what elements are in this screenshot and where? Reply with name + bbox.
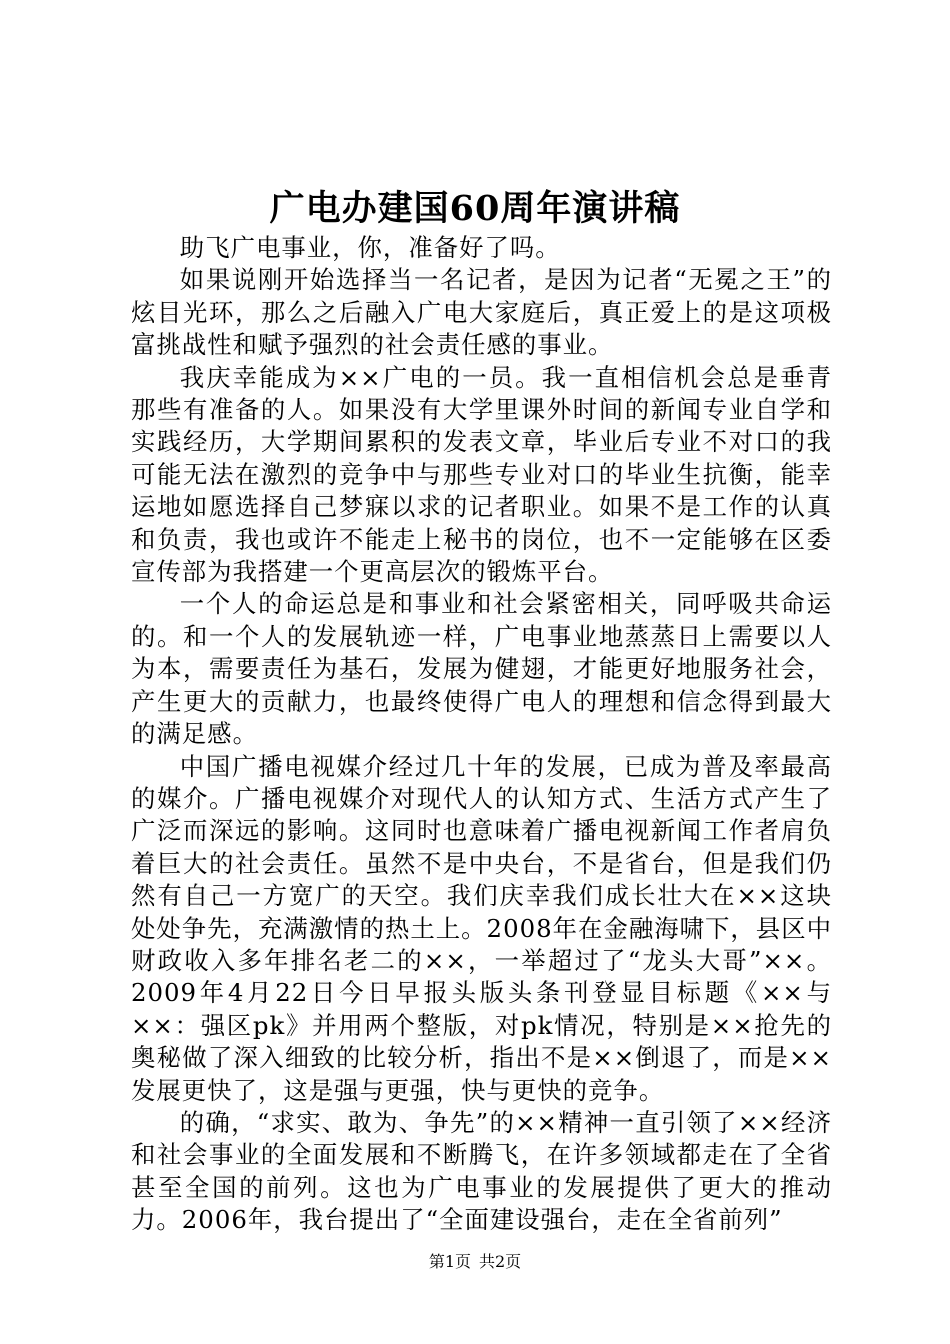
page-number: 第1页 bbox=[428, 1252, 471, 1271]
page-total: 共2页 bbox=[479, 1252, 522, 1271]
page-footer bbox=[0, 1251, 950, 1273]
paragraph: 的确，“求实、敢为、争先”的××精神一直引领了××经济和社会事业的全面发展和不断腾飞，在许多领域都走在了全省甚至全国的前列。这也为广电事业的发展提供了更大的推动力。2006年，我台提出了“全面建设强台，走在全省前列” bbox=[131, 1107, 832, 1235]
document-body bbox=[131, 232, 832, 1237]
paragraph: 一个人的命运总是和事业和社会紧密相关，同呼吸共命运的。和一个人的发展轨迹一样，广电事业地蒸蒸日上需要以人为本，需要责任为基石，发展为健翅，才能更好地服务社会，产生更大的贡献力，也最终使得广电人的理想和信念得到最大的满足感。 bbox=[131, 589, 832, 749]
paragraph: 如果说刚开始选择当一名记者，是因为记者“无冕之王”的炫目光环，那么之后融入广电大家庭后，真正爱上的是这项极富挑战性和赋予强烈的社会责任感的事业。 bbox=[131, 265, 832, 360]
paragraph: 助飞广电事业，你，准备好了吗。 bbox=[179, 233, 561, 262]
paragraph: 我庆幸能成为××广电的一员。我一直相信机会总是垂青那些有准备的人。如果没有大学里课外时间的新闻专业自学和实践经历，大学期间累积的发表文章，毕业后专业不对口的我可能无法在激烈的竞争中与那些专业对口的毕业生抗衡，能幸运地如愿选择自己梦寐以求的记者职业。如果不是工作的认真和负责，我也或许不能走上秘书的岗位，也不一定能够在区委宣传部为我搭建一个更高层次的锻炼平台。 bbox=[131, 362, 832, 587]
document-title: 广电办建国60周年演讲稿 bbox=[269, 188, 681, 229]
paragraph: 中国广播电视媒介经过几十年的发展，已成为普及率最高的媒介。广播电视媒介对现代人的认知方式、生活方式产生了广泛而深远的影响。这同时也意味着广播电视新闻工作者肩负着巨大的社会责任。虽然不是中央台，不是省台，但是我们仍然有自己一方宽广的天空。我们庆幸我们成长壮大在××这块处处争先，充满激情的热土上。2008年在金融海啸下，县区中财政收入多年排名老二的××，一举超过了“龙头大哥”××。2009年4月22日今日早报头版头条刊登显目标题《××与××：强区pk》并用两个整版，对pk情况，特别是××抢先的奥秘做了深入细致的比较分析，指出不是××倒退了，而是××发展更快了，这是强与更强，快与更快的竞争。 bbox=[131, 751, 832, 1105]
